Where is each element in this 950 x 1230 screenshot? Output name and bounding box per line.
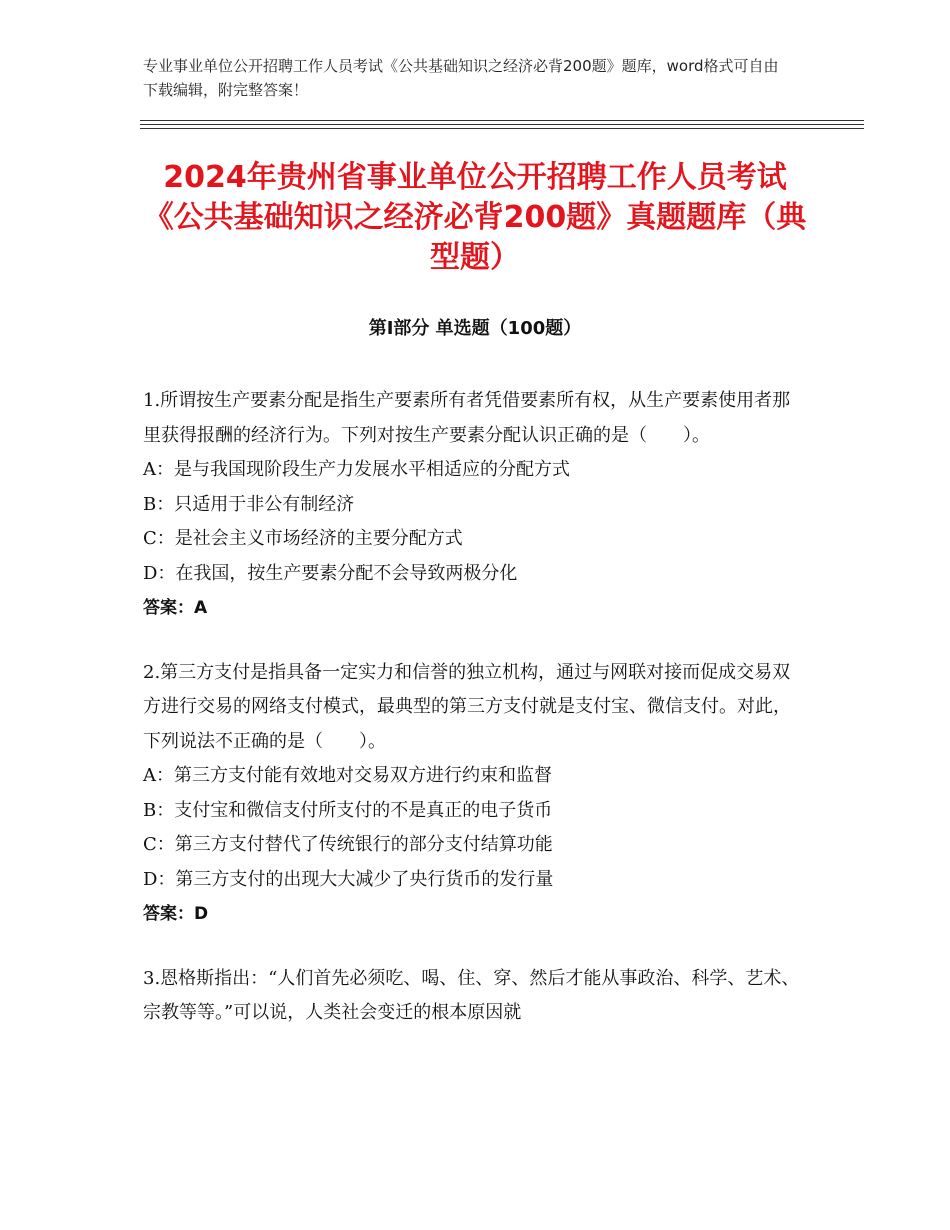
question-1 bbox=[143, 384, 803, 626]
option-c: C：第三方支付替代了传统银行的部分支付结算功能 bbox=[143, 834, 553, 855]
option-b: B：只适用于非公有制经济 bbox=[143, 493, 355, 515]
option-d: D：在我国，按生产要素分配不会导致两极分化 bbox=[143, 562, 518, 584]
option-a: A：第三方支付能有效地对交易双方进行约束和监督 bbox=[143, 765, 552, 786]
section-title: 第I部分 单选题（100题） bbox=[368, 318, 582, 339]
question-2 bbox=[143, 656, 803, 932]
header-rule bbox=[140, 124, 864, 125]
option-b: B：支付宝和微信支付所支付的不是真正的电子货币 bbox=[143, 799, 553, 821]
option-c: C：是社会主义市场经济的主要分配方式 bbox=[143, 528, 463, 549]
question-3 bbox=[143, 962, 803, 1031]
option-d: D：第三方支付的出现大大减少了央行货币的发行量 bbox=[143, 868, 554, 890]
answer-line: 答案：A bbox=[143, 598, 208, 618]
header-note: 专业事业单位公开招聘工作人员考试《公共基础知识之经济必背200题》题库，word格式可自由下载编辑，附完整答案！ bbox=[143, 57, 779, 99]
option-a: A：是与我国现阶段生产力发展水平相适应的分配方式 bbox=[143, 459, 570, 480]
question-stem: 1.所谓按生产要素分配是指生产要素所有者凭借要素所有权，从生产要素使用者那里获得报酬的经济行为。下列对按生产要素分配认识正确的是（ ）。 bbox=[143, 390, 791, 446]
document-title: 2024年贵州省事业单位公开招聘工作人员考试《公共基础知识之经济必背200题》真题题库（典型题） bbox=[143, 160, 807, 275]
header-rule bbox=[140, 128, 864, 129]
question-list bbox=[143, 384, 803, 1061]
question-stem: 3.恩格斯指出：“人们首先必须吃、喝、住、穿、然后才能从事政治、科学、艺术、宗教等等。”可以说，人类社会变迁的根本原因就 bbox=[143, 967, 800, 1023]
header-rule bbox=[140, 120, 864, 121]
question-stem: 2.第三方支付是指具备一定实力和信誉的独立机构，通过与网联对接而促成交易双方进行交易的网络支付模式，最典型的第三方支付就是支付宝、微信支付。对此，下列说法不正确的是（ ）。 bbox=[143, 661, 791, 752]
answer-line: 答案：D bbox=[143, 904, 209, 924]
